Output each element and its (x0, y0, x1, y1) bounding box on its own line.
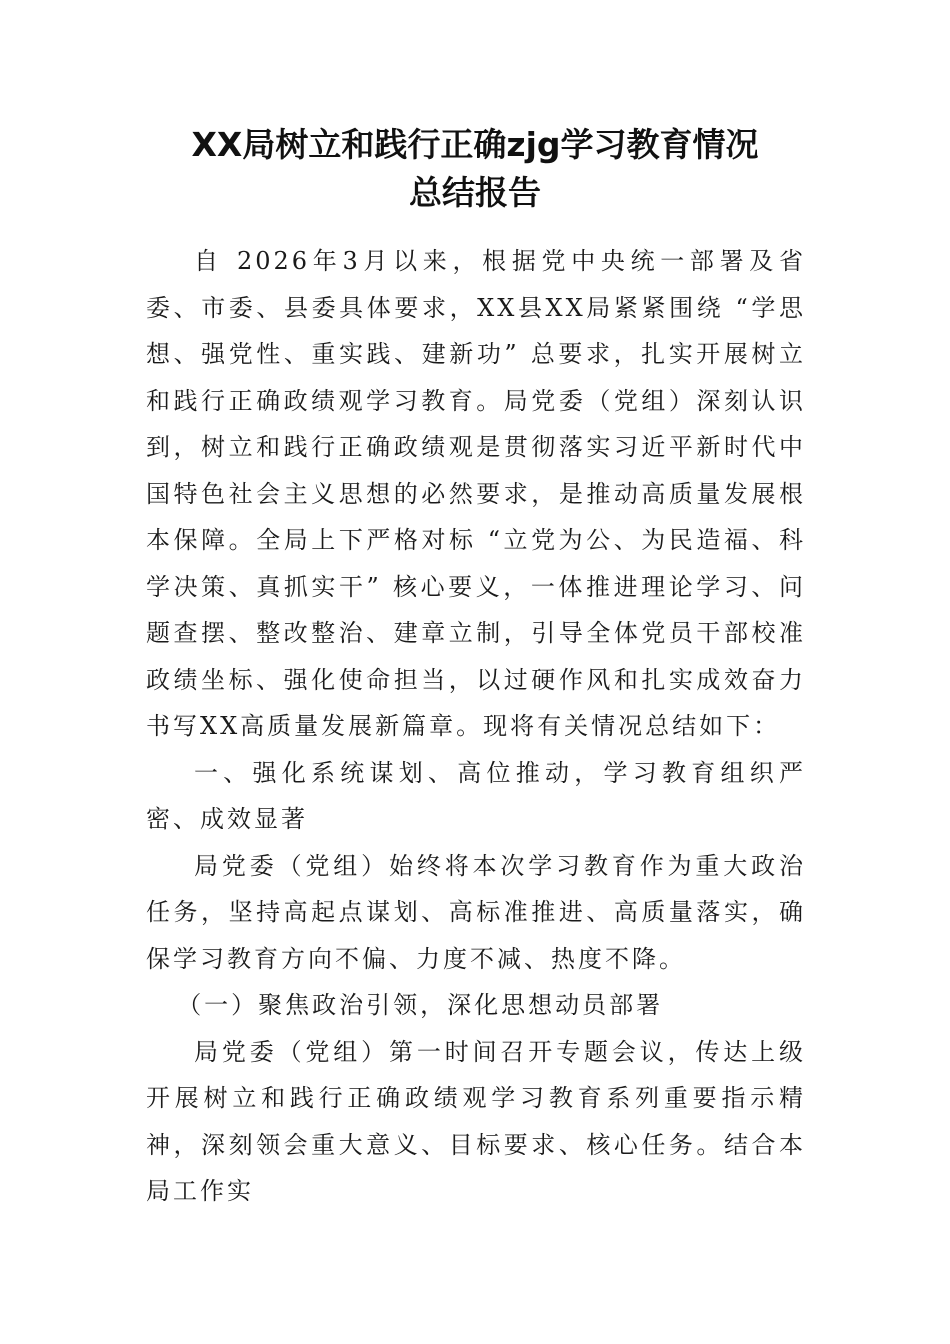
subsection-1-paragraph: 局党委（党组）第一时间召开专题会议，传达上级开展树立和践行正确政绩观学习教育系列重要指示精神，深刻领会重大意义、目标要求、核心任务。结合本局工作实 (146, 1037, 806, 1205)
section-heading-1: 一、强化系统谋划、高位推动，学习教育组织严密、成效显著 (146, 758, 806, 833)
subsection-heading-1: （一）聚焦政治引领，深化思想动员部署 (177, 991, 664, 1019)
document-body (146, 238, 806, 1215)
document-title-line-1: XX局树立和践行正确zjg学习教育情况 (191, 125, 759, 164)
intro-paragraph: 自 2026年3月以来，根据党中央统一部署及省委、市委、县委具体要求，XX县XX局紧紧围绕 “学思想、强党性、重实践、建新功” 总要求，扎实开展树立和践行正确政绩观学习教育。局党委（党组）深刻认识到，树立和践行正确政绩观是贯彻落实习近平新时代中国特色社会主义思想的必然要求，是推动高质量发展根本保障。全局上下严格对标 “立党为公、为民造福、科学决策、真抓实干” 核心要义，一体推进理论学习、问题查摆、整改整治、建章立制，引导全体党员干部校准政绩坐标、强化使命担当，以过硬作风和扎实成效奋力书写XX高质量发展新篇章。现将有关情况总结如下： (146, 247, 806, 740)
document-title-line-2: 总结报告 (409, 173, 541, 212)
section-1-paragraph: 局党委（党组）始终将本次学习教育作为重大政治任务，坚持高起点谋划、高标准推进、高质量落实，确保学习教育方向不偏、力度不减、热度不降。 (146, 851, 806, 973)
